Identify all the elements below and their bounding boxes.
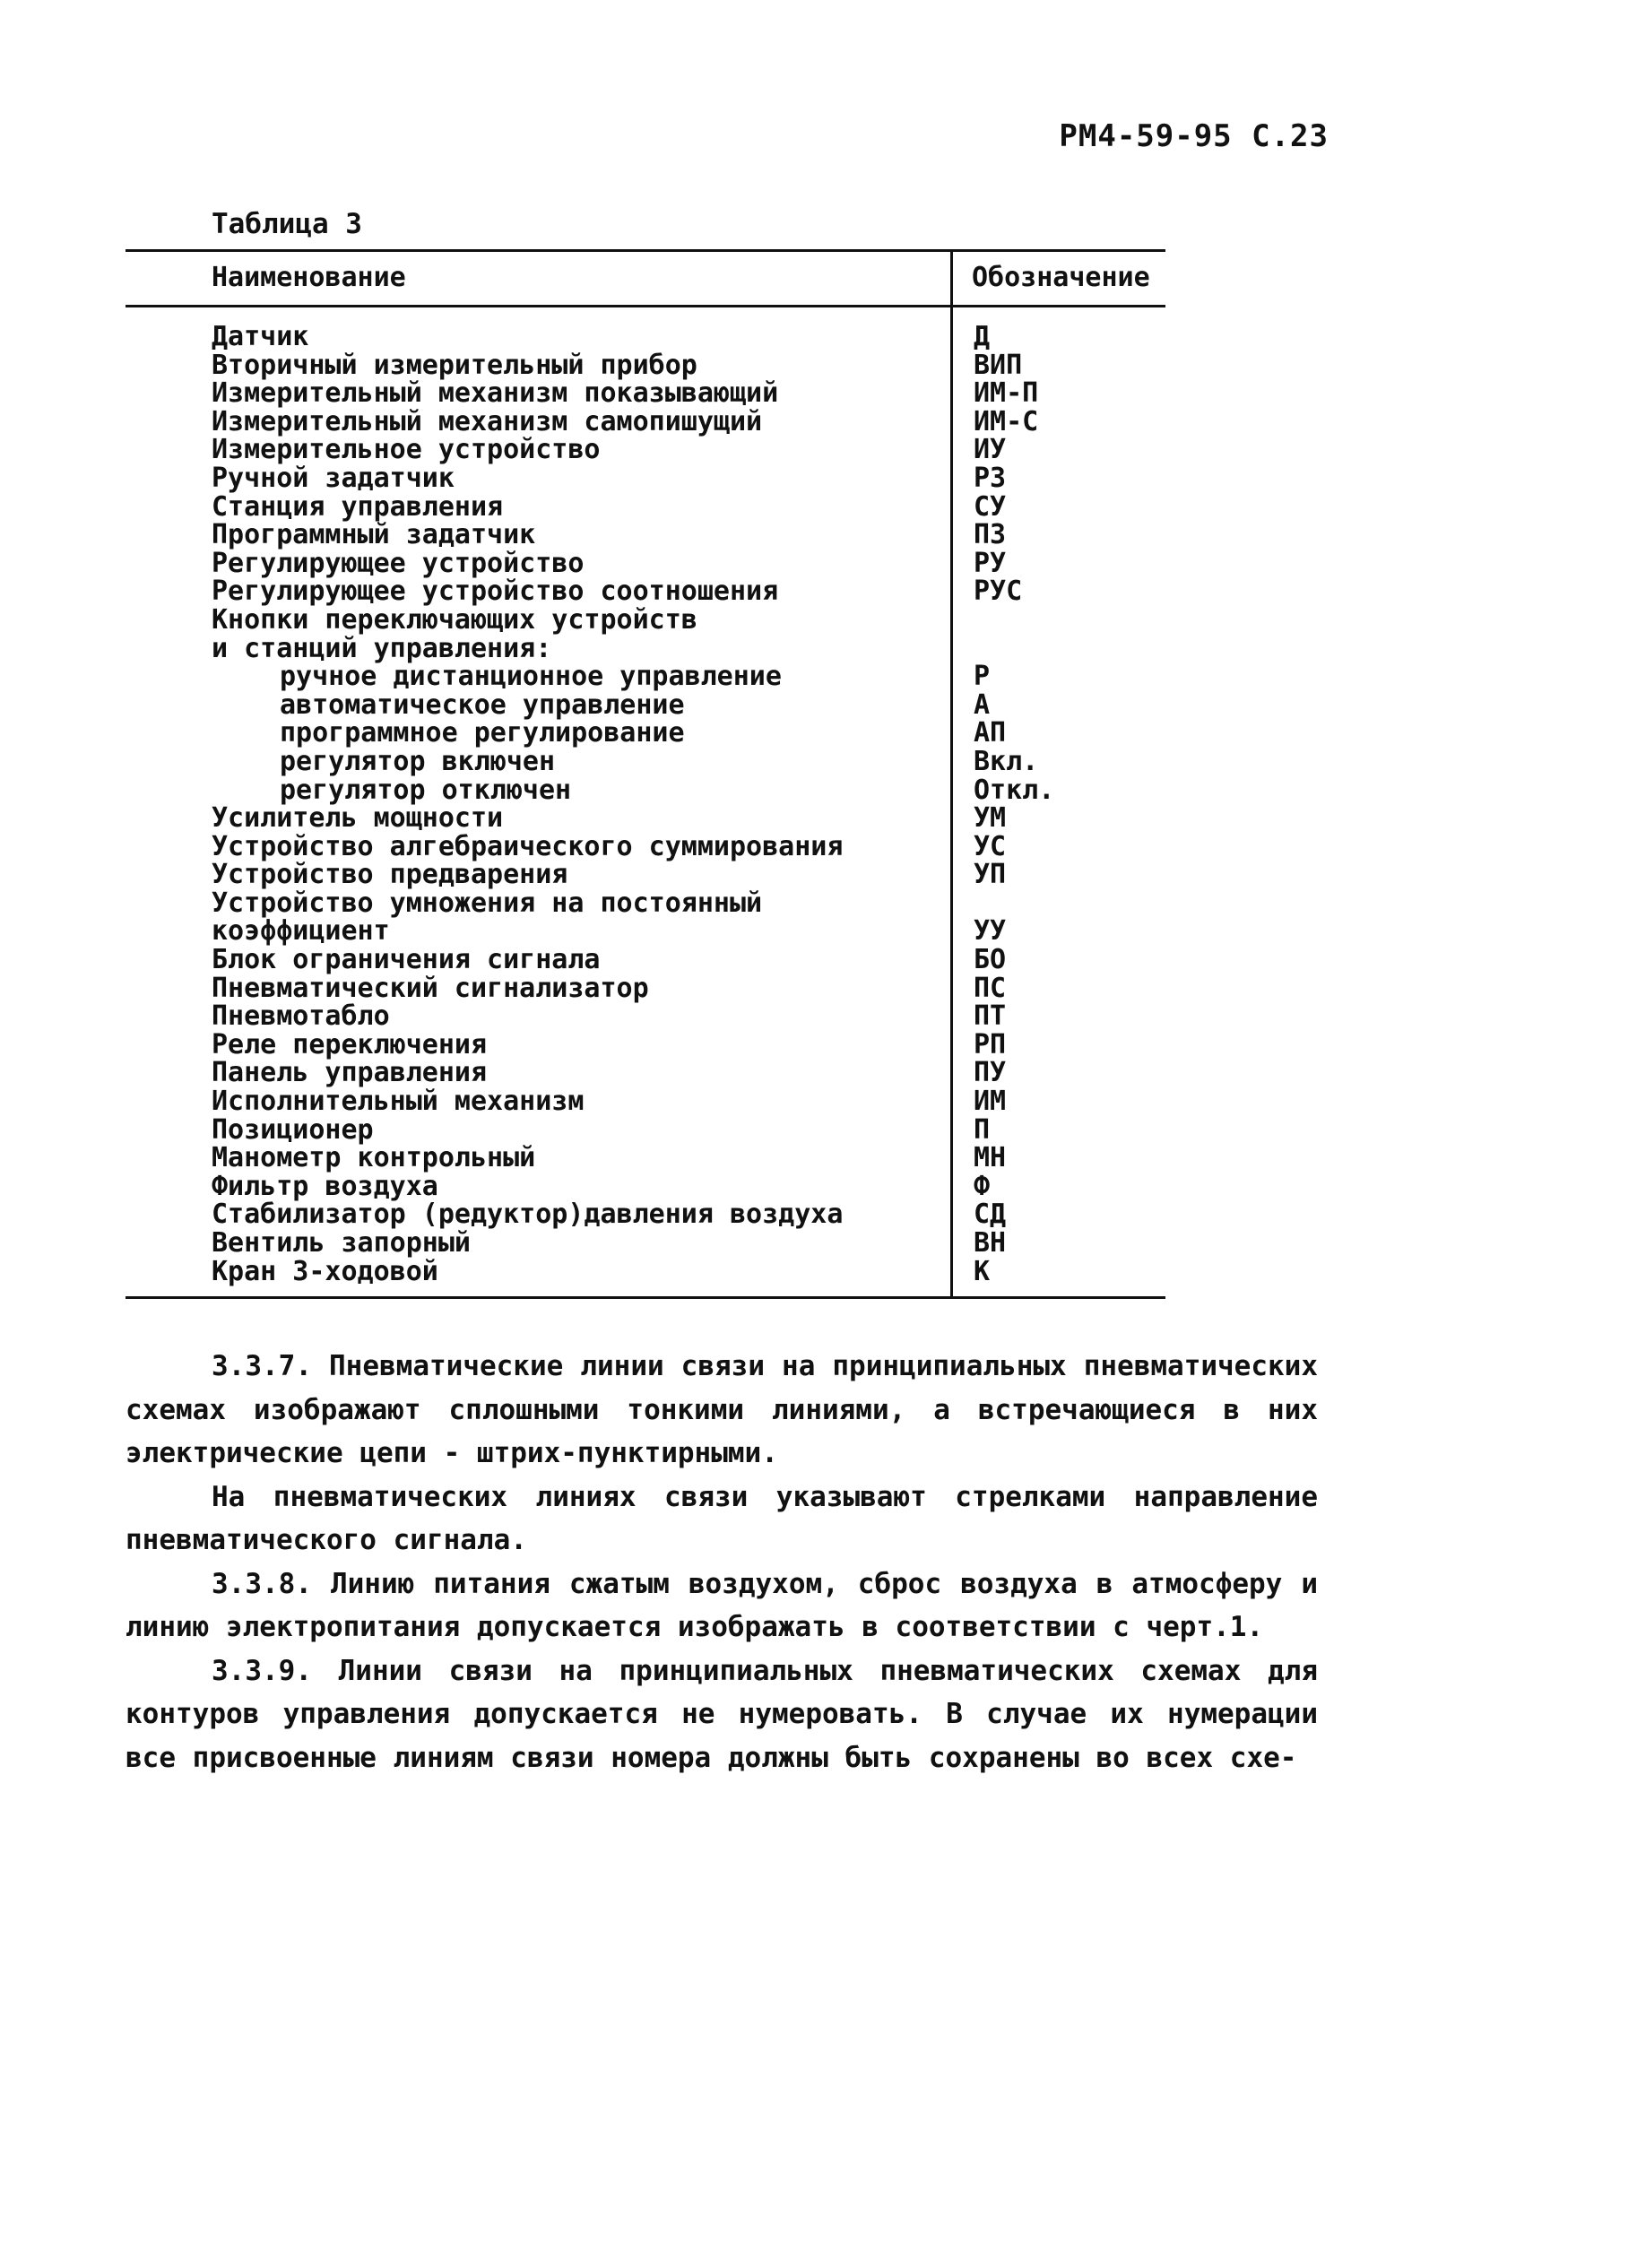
table-row <box>212 1087 1162 1116</box>
paragraph-3-3-7: 3.3.7. Пневматические линии связи на принципиальных пневматических схемах изображают сплошными тонкими линиями, а встречающиеся в них электрические цепи - штрих-пунктирными. <box>126 1350 1318 1469</box>
row-name: Программный задатчик <box>212 519 536 551</box>
row-name: Вторичный измерительный прибор <box>212 349 697 381</box>
table-caption: Таблица 3 <box>212 208 362 240</box>
row-symbol: РУС <box>974 576 1023 608</box>
row-name: и станций управления: <box>212 632 552 664</box>
row-name: Усилитель мощности <box>212 802 504 835</box>
table-row <box>212 974 1162 1003</box>
table-row <box>212 436 1162 464</box>
row-name: Стабилизатор (редуктор)давления воздуха <box>212 1199 844 1231</box>
row-symbol: ПТ <box>974 1000 1007 1033</box>
row-symbol: ИМ <box>974 1086 1007 1118</box>
table-row <box>212 379 1162 408</box>
row-name: Датчик <box>212 321 309 352</box>
row-symbol: Р <box>974 661 991 693</box>
column-header-symbol: Обозначение <box>972 262 1150 293</box>
row-symbol: ПС <box>974 972 1007 1004</box>
row-name: Измерительное устройство <box>212 434 601 466</box>
row-name: Панель управления <box>212 1057 488 1089</box>
row-symbol: ВН <box>974 1227 1007 1259</box>
table-row <box>212 1255 1162 1287</box>
table-body <box>212 323 1162 1285</box>
table-row <box>212 662 1162 691</box>
row-name: Устройство умножения на постоянный <box>212 887 763 919</box>
table-row <box>212 521 1162 550</box>
row-name: ручное дистанционное управление <box>280 661 782 693</box>
row-name: Исполнительный механизм <box>212 1086 585 1118</box>
body-text <box>126 1345 1318 1779</box>
table-row <box>212 323 1162 351</box>
row-symbol: АП <box>974 717 1007 749</box>
paragraph-3-3-8: 3.3.8. Линию питания сжатым воздухом, сброс воздуха в атмосферу и линию электропитания допускается изображать в соответствии с черт.1. <box>126 1567 1318 1643</box>
row-name: программное регулирование <box>280 717 685 749</box>
row-name: Кран 3-ходовой <box>212 1255 438 1287</box>
row-symbol: ВИП <box>974 349 1023 381</box>
table-row <box>212 547 1162 579</box>
row-name: Пневмотабло <box>212 1000 390 1033</box>
row-name: Регулирующее устройство <box>212 547 585 579</box>
table-row <box>212 577 1162 606</box>
row-name: Станция управления <box>212 490 504 523</box>
row-symbol: П <box>974 1113 991 1146</box>
table-row <box>212 490 1162 523</box>
row-name: Устройство предварения <box>212 859 568 891</box>
row-name: коэффициент <box>212 915 390 948</box>
row-name: Позиционер <box>212 1113 374 1146</box>
row-name: Устройство алгебраического суммирования <box>212 830 844 862</box>
table-row <box>212 830 1162 862</box>
table-row <box>212 946 1162 974</box>
row-name: Вентиль запорный <box>212 1227 471 1259</box>
row-symbol: СД <box>974 1199 1007 1231</box>
row-symbol: Откл. <box>974 774 1055 806</box>
row-symbol: МН <box>974 1142 1007 1174</box>
table-row <box>212 776 1162 805</box>
table-row <box>212 351 1162 380</box>
row-symbol: Вкл. <box>974 745 1039 777</box>
row-name: регулятор включен <box>280 745 556 777</box>
page-header: РМ4-59-95 С.23 <box>1059 118 1329 154</box>
paragraph-note: На пневматических линиях связи указывают стрелками направление пневматического сигнала. <box>126 1480 1318 1556</box>
table-row <box>212 861 1162 889</box>
row-symbol: БО <box>974 944 1007 976</box>
row-name: Пневматический сигнализатор <box>212 972 649 1004</box>
table-row <box>212 464 1162 493</box>
table-row <box>212 1200 1162 1229</box>
table-top-rule <box>126 249 1165 252</box>
table-row <box>212 688 1162 721</box>
row-name: Кнопки переключающих устройств <box>212 603 697 636</box>
table-row <box>212 1229 1162 1258</box>
table-row <box>212 603 1162 636</box>
table-row <box>212 889 1162 918</box>
row-symbol: А <box>974 688 991 721</box>
table-row <box>212 405 1162 437</box>
row-name: Измерительный механизм самопишущий <box>212 405 763 437</box>
row-name: Манометр контрольный <box>212 1142 536 1174</box>
row-symbol: РП <box>974 1028 1007 1060</box>
row-name: Фильтр воздуха <box>212 1170 438 1202</box>
row-symbol: УУ <box>974 915 1007 948</box>
row-symbol: УС <box>974 830 1007 862</box>
row-name: Измерительный механизм показывающий <box>212 377 779 410</box>
table-row <box>212 745 1162 777</box>
row-symbol: ИУ <box>974 434 1007 466</box>
row-symbol: РЗ <box>974 462 1007 494</box>
row-name: Ручной задатчик <box>212 462 455 494</box>
table-row <box>212 1002 1162 1031</box>
row-symbol: ИМ-С <box>974 405 1039 437</box>
row-name: Блок ограничения сигнала <box>212 944 601 976</box>
row-symbol: Д <box>974 321 991 352</box>
table-row <box>212 719 1162 748</box>
row-name: автоматическое управление <box>280 688 685 721</box>
table-row <box>212 917 1162 946</box>
table-row <box>212 1059 1162 1087</box>
row-symbol: СУ <box>974 490 1007 523</box>
row-symbol: РУ <box>974 547 1007 579</box>
table-row <box>212 804 1162 833</box>
row-name: Реле переключения <box>212 1028 488 1060</box>
table-row <box>212 1170 1162 1202</box>
row-symbol: УМ <box>974 802 1007 835</box>
row-symbol: ПУ <box>974 1057 1007 1089</box>
table-row <box>212 1028 1162 1060</box>
column-header-name: Наименование <box>212 262 406 293</box>
row-symbol: ПЗ <box>974 519 1007 551</box>
row-name: регулятор отключен <box>280 774 572 806</box>
row-symbol: УП <box>974 859 1007 891</box>
table-bottom-rule <box>126 1296 1165 1299</box>
table-row <box>212 1144 1162 1173</box>
row-symbol: Ф <box>974 1170 991 1202</box>
row-symbol: К <box>974 1255 991 1287</box>
row-symbol: ИМ-П <box>974 377 1039 410</box>
table-header-rule <box>126 305 1165 307</box>
paragraph-3-3-9: 3.3.9. Линии связи на принципиальных пневматических схемах для контуров управления допускается не нумеровать. В случае их нумерации все присвоенные линиям связи номера должны быть сохранены во всех схе- <box>126 1654 1318 1774</box>
table-row <box>212 632 1162 664</box>
table-row <box>212 1113 1162 1146</box>
row-name: Регулирующее устройство соотношения <box>212 576 779 608</box>
